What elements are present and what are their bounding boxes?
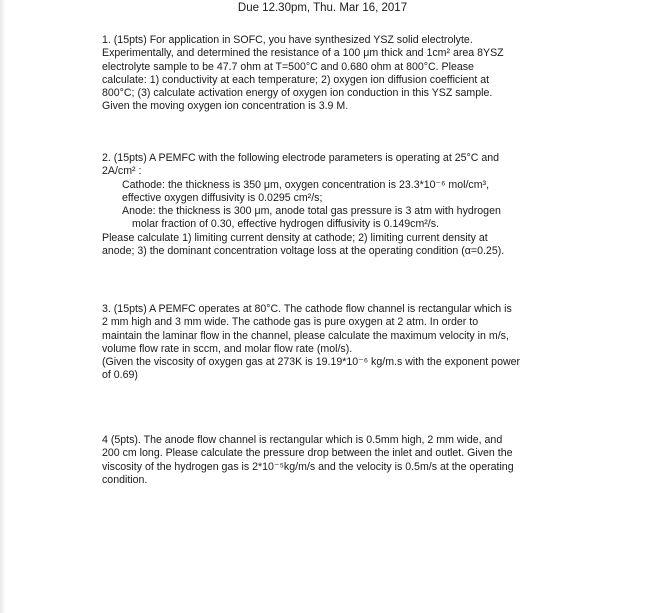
q3-line: maintain the laminar flow in the channel, please calculate the maximum velocity in m/s, xyxy=(102,329,509,342)
q3-line: (Given the viscosity of oxygen gas at 273K is 19.19*10⁻⁶ kg/m.s with the exponent power xyxy=(102,356,521,369)
q3-line: of 0.69) xyxy=(102,369,138,382)
q1-line: 1. (15pts) For application in SOFC, you have synthesized YSZ solid electrolyte. xyxy=(102,34,473,46)
q3-line: volume flow rate in sccm, and molar flow rate (mol/s). xyxy=(102,342,353,355)
q2-ask-line: anode; 3) the dominant concentration voltage loss at the operating condition (α=0.25). xyxy=(102,245,505,258)
q2-ask-line: Please calculate 1) limiting current density at cathode; 2) limiting current density at xyxy=(102,231,488,244)
q4-line: viscosity of the hydrogen gas is 2*10⁻⁵kg/m/s and the velocity is 0.5m/s at the operating xyxy=(102,460,514,473)
q1-line: 800°C; (3) calculate activation energy of oxygen ion conduction in this YSZ sample. xyxy=(102,87,493,100)
q1-line: calculate: 1) conductivity at each temperature; 2) oxygen ion diffusion coefficient at xyxy=(102,73,490,86)
q2-anode-line: Anode: the thickness is 300 μm, anode total gas pressure is 3 atm with hydrogen xyxy=(122,205,501,218)
q3-line: 2 mm high and 3 mm wide. The cathode gas is pure oxygen at 2 atm. In order to xyxy=(102,316,479,329)
page-edge-shadow xyxy=(0,0,6,613)
q3-line: 3. (15pts) A PEMFC operates at 80°C. The cathode flow channel is rectangular which is xyxy=(102,303,512,315)
q1-line: Experimentally, and determined the resistance of a 100 μm thick and 1cm² area 8YSZ xyxy=(102,47,504,60)
question-2 xyxy=(102,152,622,258)
q2-cathode-line: Cathode: the thickness is 350 μm, oxygen concentration is 23.3*10⁻⁶ mol/cm³, xyxy=(122,178,490,191)
q2-intro-line: 2A/cm² : xyxy=(102,165,142,178)
question-1 xyxy=(102,34,622,114)
q1-line: electrolyte sample to be 47.7 ohm at T=500°C and 0.680 ohm at 800°C. Please xyxy=(102,60,474,73)
q2-cathode-line: effective oxygen diffusivity is 0.0295 cm²/s; xyxy=(122,191,323,204)
q2-intro-line: 2. (15pts) A PEMFC with the following electrode parameters is operating at 25°C and xyxy=(102,152,499,164)
q4-line: 4 (5pts). The anode flow channel is rectangular which is 0.5mm high, 2 mm wide, and xyxy=(102,434,503,446)
q1-line: Given the moving oxygen ion concentration is 3.9 M. xyxy=(102,100,349,113)
q4-line: 200 cm long. Please calculate the pressure drop between the inlet and outlet. Given the xyxy=(102,447,513,460)
question-3 xyxy=(102,303,622,383)
due-date-header: Due 12.30pm, Thu. Mar 16, 2017 xyxy=(237,2,408,14)
q4-line: condition. xyxy=(102,473,148,486)
q2-anode-line: molar fraction of 0.30, effective hydrogen diffusivity is 0.149cm²/s. xyxy=(132,218,439,231)
question-4 xyxy=(102,434,622,487)
